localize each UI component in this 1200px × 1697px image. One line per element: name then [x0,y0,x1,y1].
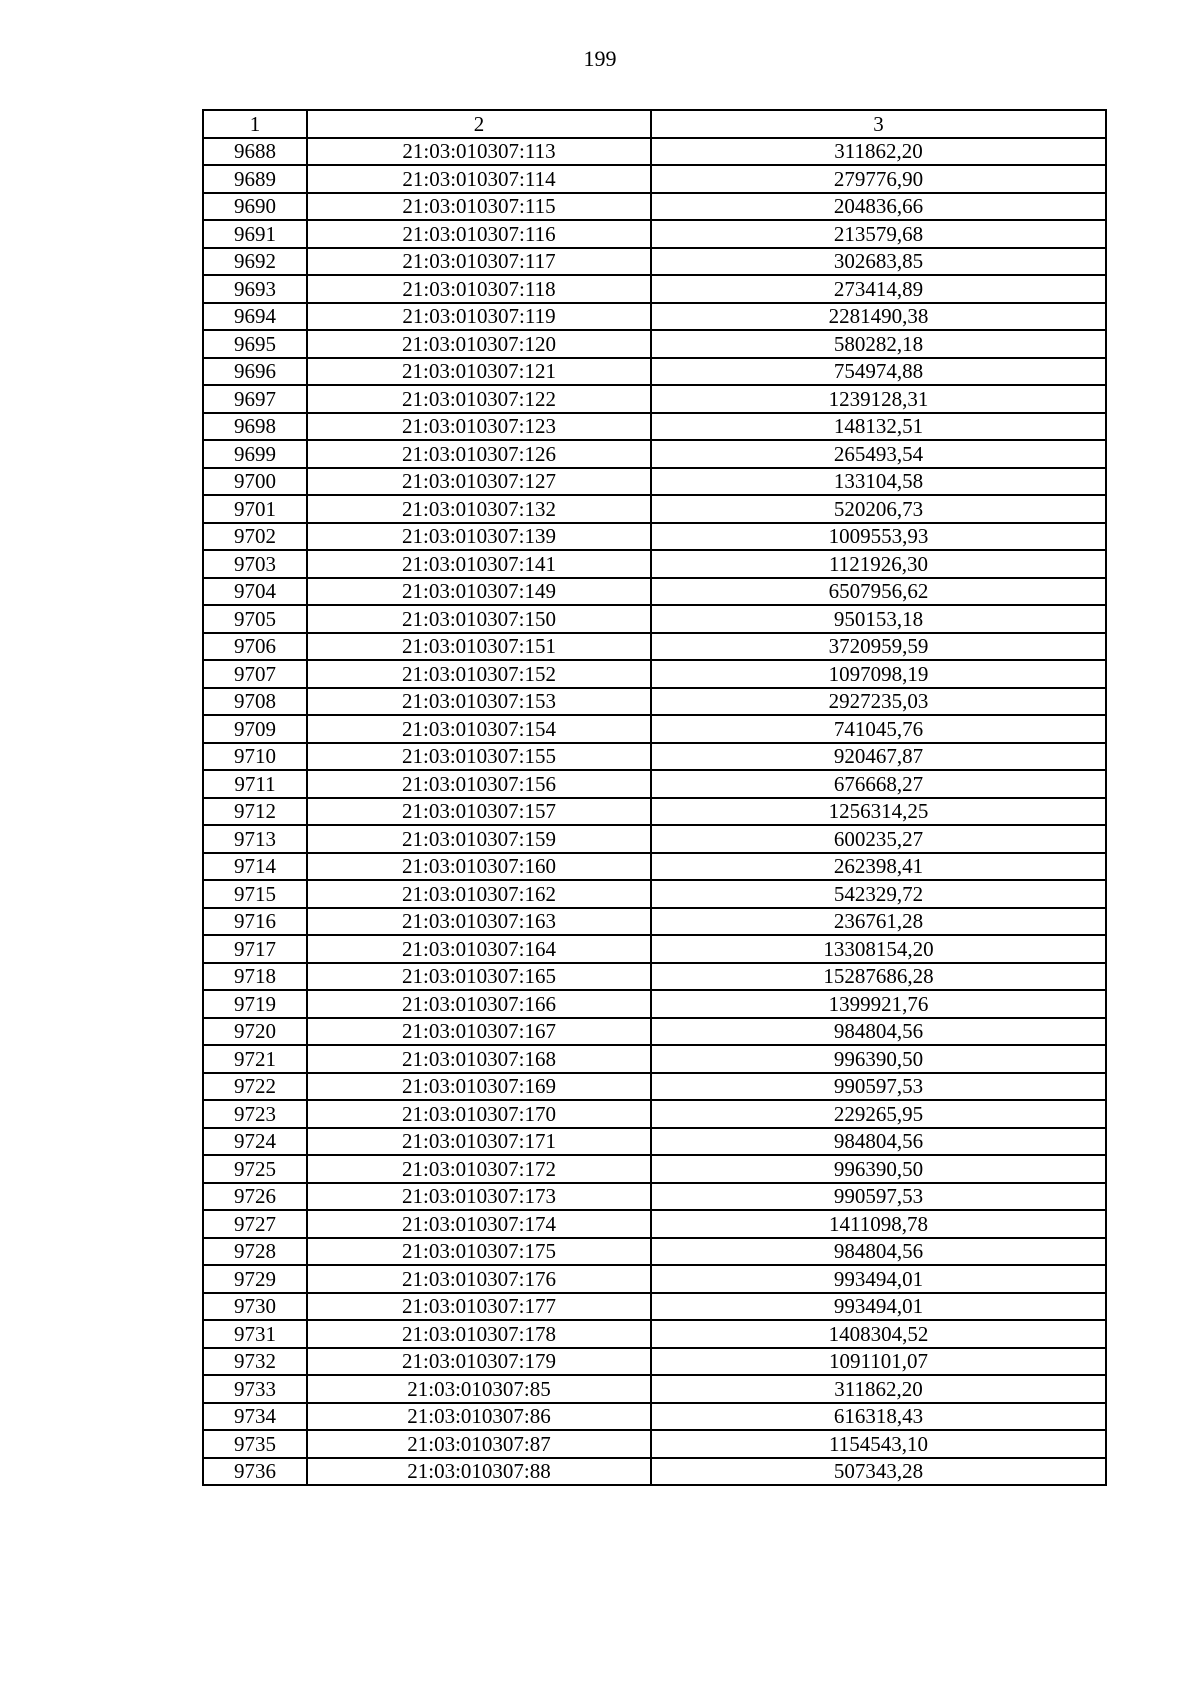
table-row [203,743,1106,771]
cadastral-number-cell: 21:03:010307:177 [307,1293,651,1321]
cadastral-number-cell: 21:03:010307:179 [307,1348,651,1376]
table-row [203,220,1106,248]
table-row [203,440,1106,468]
table-row [203,1073,1106,1101]
cadastral-number-cell: 21:03:010307:164 [307,935,651,963]
value-cell: 229265,95 [651,1100,1106,1128]
table-body [203,138,1106,1486]
table-row [203,1155,1106,1183]
cadastral-number-cell: 21:03:010307:175 [307,1238,651,1266]
value-cell: 580282,18 [651,330,1106,358]
value-cell: 1399921,76 [651,990,1106,1018]
registry-table [202,109,1107,1486]
cadastral-number-cell: 21:03:010307:170 [307,1100,651,1128]
table-row [203,1128,1106,1156]
cadastral-number-cell: 21:03:010307:160 [307,853,651,881]
table-row [203,1293,1106,1321]
table-row [203,1403,1106,1431]
row-number-cell: 9716 [203,908,307,936]
cadastral-number-cell: 21:03:010307:171 [307,1128,651,1156]
row-number-cell: 9701 [203,495,307,523]
table-row [203,1430,1106,1458]
value-cell: 273414,89 [651,275,1106,303]
value-cell: 2281490,38 [651,303,1106,331]
row-number-cell: 9695 [203,330,307,358]
value-cell: 1121926,30 [651,550,1106,578]
value-cell: 204836,66 [651,193,1106,221]
row-number-cell: 9704 [203,578,307,606]
cadastral-number-cell: 21:03:010307:122 [307,385,651,413]
row-number-cell: 9724 [203,1128,307,1156]
cadastral-number-cell: 21:03:010307:113 [307,138,651,166]
table-row [203,1238,1106,1266]
row-number-cell: 9692 [203,248,307,276]
value-cell: 996390,50 [651,1045,1106,1073]
row-number-cell: 9699 [203,440,307,468]
row-number-cell: 9711 [203,770,307,798]
table-header [203,110,1106,138]
row-number-cell: 9703 [203,550,307,578]
cadastral-number-cell: 21:03:010307:139 [307,523,651,551]
row-number-cell: 9722 [203,1073,307,1101]
row-number-cell: 9710 [203,743,307,771]
page-number: 199 [583,46,617,71]
table-row [203,688,1106,716]
value-cell: 133104,58 [651,468,1106,496]
cadastral-number-cell: 21:03:010307:167 [307,1018,651,1046]
row-number-cell: 9726 [203,1183,307,1211]
row-number-cell: 9705 [203,605,307,633]
value-cell: 148132,51 [651,413,1106,441]
table-row [203,578,1106,606]
table-row [203,1265,1106,1293]
table-row [203,1458,1106,1486]
table-row [203,715,1106,743]
table-row [203,413,1106,441]
value-cell: 311862,20 [651,1375,1106,1403]
cadastral-number-cell: 21:03:010307:163 [307,908,651,936]
cadastral-number-cell: 21:03:010307:120 [307,330,651,358]
value-cell: 213579,68 [651,220,1106,248]
row-number-cell: 9723 [203,1100,307,1128]
cadastral-number-cell: 21:03:010307:150 [307,605,651,633]
table-row [203,1018,1106,1046]
cadastral-number-cell: 21:03:010307:155 [307,743,651,771]
cadastral-number-cell: 21:03:010307:165 [307,963,651,991]
value-cell: 13308154,20 [651,935,1106,963]
value-cell: 279776,90 [651,165,1106,193]
row-number-cell: 9731 [203,1320,307,1348]
row-number-cell: 9697 [203,385,307,413]
value-cell: 6507956,62 [651,578,1106,606]
row-number-cell: 9707 [203,660,307,688]
row-number-cell: 9736 [203,1458,307,1486]
value-cell: 1411098,78 [651,1210,1106,1238]
value-cell: 996390,50 [651,1155,1106,1183]
value-cell: 15287686,28 [651,963,1106,991]
table-row [203,660,1106,688]
cadastral-number-cell: 21:03:010307:87 [307,1430,651,1458]
value-cell: 950153,18 [651,605,1106,633]
table-row [203,605,1106,633]
cadastral-number-cell: 21:03:010307:152 [307,660,651,688]
table-row [203,193,1106,221]
value-cell: 984804,56 [651,1018,1106,1046]
row-number-cell: 9718 [203,963,307,991]
cadastral-number-cell: 21:03:010307:117 [307,248,651,276]
table-row [203,880,1106,908]
row-number-cell: 9729 [203,1265,307,1293]
row-number-cell: 9709 [203,715,307,743]
row-number-cell: 9719 [203,990,307,1018]
table-row [203,275,1106,303]
row-number-cell: 9727 [203,1210,307,1238]
table-row [203,825,1106,853]
table-row [203,1183,1106,1211]
row-number-cell: 9698 [203,413,307,441]
table-row [203,248,1106,276]
value-cell: 741045,76 [651,715,1106,743]
value-cell: 236761,28 [651,908,1106,936]
row-number-cell: 9690 [203,193,307,221]
row-number-cell: 9700 [203,468,307,496]
value-cell: 754974,88 [651,358,1106,386]
table-row [203,990,1106,1018]
value-cell: 265493,54 [651,440,1106,468]
value-cell: 990597,53 [651,1073,1106,1101]
row-number-cell: 9732 [203,1348,307,1376]
table-row [203,1100,1106,1128]
value-cell: 262398,41 [651,853,1106,881]
cadastral-number-cell: 21:03:010307:86 [307,1403,651,1431]
column-header-3: 3 [651,110,1106,138]
table-row [203,1348,1106,1376]
row-number-cell: 9714 [203,853,307,881]
cadastral-number-cell: 21:03:010307:127 [307,468,651,496]
table-row [203,853,1106,881]
table-row [203,633,1106,661]
value-cell: 1091101,07 [651,1348,1106,1376]
row-number-cell: 9713 [203,825,307,853]
cadastral-number-cell: 21:03:010307:157 [307,798,651,826]
row-number-cell: 9693 [203,275,307,303]
row-number-cell: 9735 [203,1430,307,1458]
value-cell: 993494,01 [651,1293,1106,1321]
value-cell: 993494,01 [651,1265,1106,1293]
table-row [203,138,1106,166]
cadastral-number-cell: 21:03:010307:178 [307,1320,651,1348]
cadastral-number-cell: 21:03:010307:173 [307,1183,651,1211]
column-header-1: 1 [203,110,307,138]
row-number-cell: 9730 [203,1293,307,1321]
table-row [203,1320,1106,1348]
value-cell: 920467,87 [651,743,1106,771]
value-cell: 507343,28 [651,1458,1106,1486]
row-number-cell: 9720 [203,1018,307,1046]
row-number-cell: 9691 [203,220,307,248]
table-row [203,358,1106,386]
cadastral-number-cell: 21:03:010307:153 [307,688,651,716]
cadastral-number-cell: 21:03:010307:154 [307,715,651,743]
value-cell: 1239128,31 [651,385,1106,413]
cadastral-number-cell: 21:03:010307:118 [307,275,651,303]
value-cell: 520206,73 [651,495,1106,523]
table-row [203,908,1106,936]
table-row [203,1045,1106,1073]
cadastral-number-cell: 21:03:010307:176 [307,1265,651,1293]
value-cell: 1009553,93 [651,523,1106,551]
row-number-cell: 9702 [203,523,307,551]
value-cell: 676668,27 [651,770,1106,798]
table-row [203,798,1106,826]
cadastral-number-cell: 21:03:010307:169 [307,1073,651,1101]
cadastral-number-cell: 21:03:010307:114 [307,165,651,193]
cadastral-number-cell: 21:03:010307:121 [307,358,651,386]
cadastral-number-cell: 21:03:010307:151 [307,633,651,661]
table-row [203,550,1106,578]
cadastral-number-cell: 21:03:010307:119 [307,303,651,331]
table-row [203,935,1106,963]
cadastral-number-cell: 21:03:010307:156 [307,770,651,798]
row-number-cell: 9689 [203,165,307,193]
table-row [203,303,1106,331]
value-cell: 2927235,03 [651,688,1106,716]
cadastral-number-cell: 21:03:010307:149 [307,578,651,606]
cadastral-number-cell: 21:03:010307:172 [307,1155,651,1183]
cadastral-number-cell: 21:03:010307:132 [307,495,651,523]
cadastral-number-cell: 21:03:010307:116 [307,220,651,248]
table-row [203,495,1106,523]
row-number-cell: 9688 [203,138,307,166]
header-row [203,110,1106,138]
cadastral-number-cell: 21:03:010307:141 [307,550,651,578]
column-header-2: 2 [307,110,651,138]
row-number-cell: 9733 [203,1375,307,1403]
value-cell: 616318,43 [651,1403,1106,1431]
row-number-cell: 9708 [203,688,307,716]
table-row [203,468,1106,496]
cadastral-number-cell: 21:03:010307:88 [307,1458,651,1486]
row-number-cell: 9715 [203,880,307,908]
table-row [203,385,1106,413]
row-number-cell: 9717 [203,935,307,963]
table-row [203,1210,1106,1238]
cadastral-number-cell: 21:03:010307:174 [307,1210,651,1238]
row-number-cell: 9706 [203,633,307,661]
table-row [203,165,1106,193]
row-number-cell: 9734 [203,1403,307,1431]
row-number-cell: 9728 [203,1238,307,1266]
table-row [203,963,1106,991]
value-cell: 1154543,10 [651,1430,1106,1458]
value-cell: 1097098,19 [651,660,1106,688]
cadastral-number-cell: 21:03:010307:123 [307,413,651,441]
cadastral-number-cell: 21:03:010307:166 [307,990,651,1018]
cadastral-number-cell: 21:03:010307:162 [307,880,651,908]
cadastral-number-cell: 21:03:010307:85 [307,1375,651,1403]
value-cell: 302683,85 [651,248,1106,276]
row-number-cell: 9712 [203,798,307,826]
value-cell: 542329,72 [651,880,1106,908]
value-cell: 990597,53 [651,1183,1106,1211]
table-row [203,523,1106,551]
table-row [203,1375,1106,1403]
value-cell: 1256314,25 [651,798,1106,826]
row-number-cell: 9696 [203,358,307,386]
cadastral-number-cell: 21:03:010307:168 [307,1045,651,1073]
row-number-cell: 9721 [203,1045,307,1073]
table-row [203,770,1106,798]
cadastral-number-cell: 21:03:010307:115 [307,193,651,221]
value-cell: 311862,20 [651,138,1106,166]
cadastral-number-cell: 21:03:010307:159 [307,825,651,853]
cadastral-number-cell: 21:03:010307:126 [307,440,651,468]
value-cell: 3720959,59 [651,633,1106,661]
table-row [203,330,1106,358]
row-number-cell: 9725 [203,1155,307,1183]
row-number-cell: 9694 [203,303,307,331]
value-cell: 984804,56 [651,1128,1106,1156]
value-cell: 1408304,52 [651,1320,1106,1348]
value-cell: 600235,27 [651,825,1106,853]
value-cell: 984804,56 [651,1238,1106,1266]
